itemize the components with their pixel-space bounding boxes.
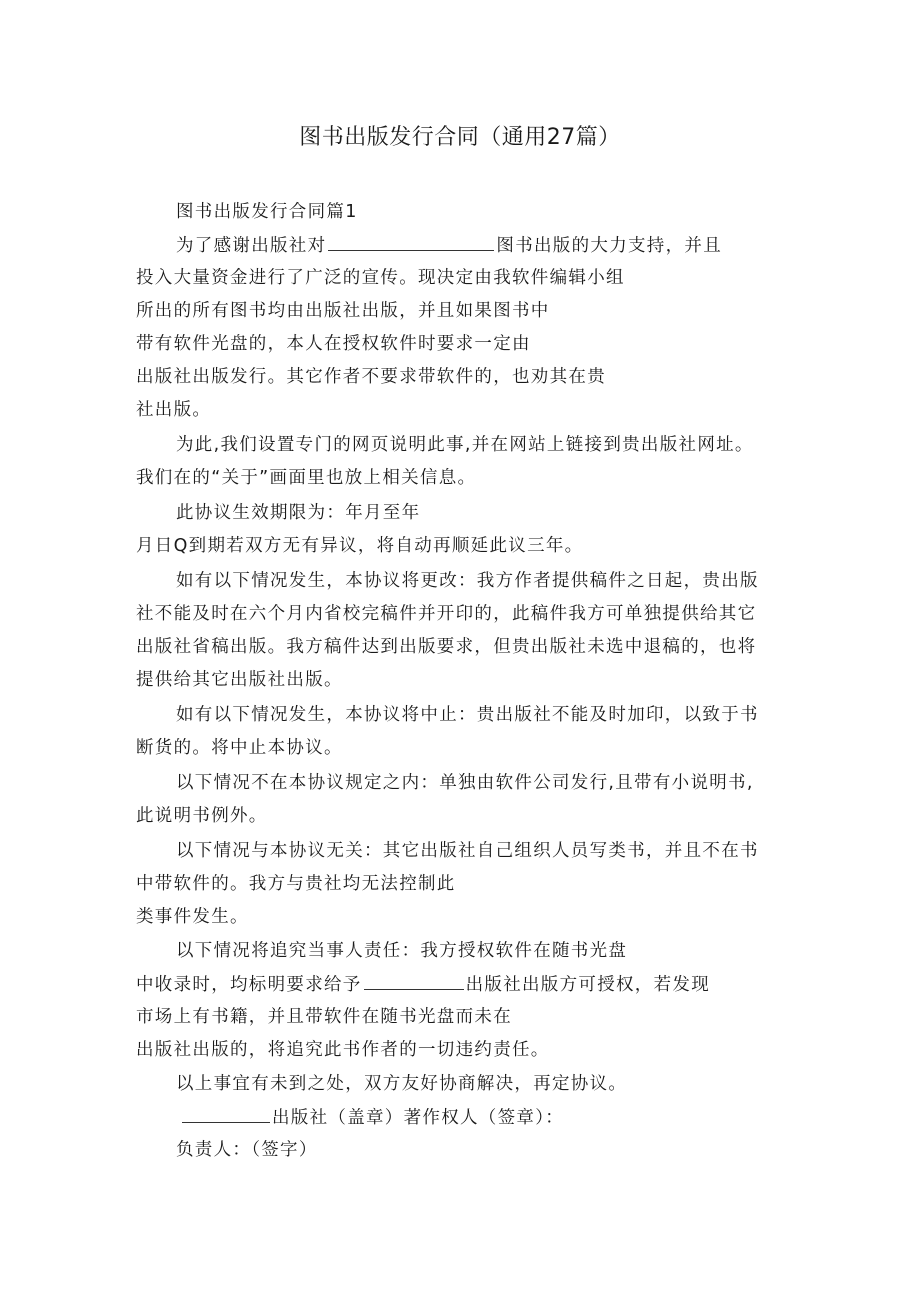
signature-line-2: 负责人：（签字） xyxy=(176,1140,318,1160)
section-heading: 图书出版发行合同篇1 xyxy=(176,202,358,222)
paragraph-4-line-1: 如有以下情况发生，本协议将更改：我方作者提供稿件之日起，贵出版 xyxy=(176,571,759,591)
paragraph-2-line-1: 为此,我们设置专门的网页说明此事,并在网站上链接到贵出版社网址。 xyxy=(176,435,754,455)
paragraph-6-line-2: 此说明书例外。 xyxy=(136,806,268,826)
paragraph-3-line-1: 此协议生效期限为：年月至年 xyxy=(176,503,421,523)
paragraph-6-line-1: 以下情况不在本协议规定之内：单独由软件公司发行,且带有小说明书, xyxy=(176,773,754,793)
paragraph-1-line-6: 社出版。 xyxy=(136,400,212,420)
paragraph-5-line-2: 断货的。将中止本协议。 xyxy=(136,738,343,758)
paragraph-2-line-2: 我们在的“关于”画面里也放上相关信息。 xyxy=(136,468,477,488)
fill-in-blank xyxy=(328,232,494,251)
text-segment: 图书出版的大力支持，并且 xyxy=(496,236,723,256)
paragraph-8-line-4: 出版社出版的，将追究此书作者的一切违约责任。 xyxy=(136,1040,550,1060)
paragraph-1-line-5: 出版社出版发行。其它作者不要求带软件的，也劝其在贵 xyxy=(136,367,606,387)
paragraph-1-line-2: 投入大量资金进行了广泛的宣传。现决定由我软件编辑小组 xyxy=(136,268,625,288)
paragraph-8-line-3: 市场上有书籍，并且带软件在随书光盘而未在 xyxy=(136,1007,512,1027)
paragraph-3-line-2: 月日Q到期若双方无有异议，将自动再顺延此议三年。 xyxy=(136,536,584,556)
document-title: 图书出版发行合同（通用27篇） xyxy=(299,125,621,150)
text-segment: 中收录时，均标明要求给予 xyxy=(136,975,362,995)
fill-in-blank xyxy=(182,1104,270,1123)
paragraph-9-line-1: 以上事宜有未到之处，双方友好协商解决，再定协议。 xyxy=(176,1074,628,1094)
paragraph-8-line-2 xyxy=(136,971,710,998)
paragraph-7-line-2: 中带软件的。我方与贵社均无法控制此 xyxy=(136,874,456,894)
fill-in-blank xyxy=(364,971,464,990)
paragraph-1-line-1 xyxy=(176,232,722,259)
signature-line-1 xyxy=(176,1104,564,1131)
text-segment: 出版社（盖章）著作权人（签章）： xyxy=(272,1108,565,1128)
paragraph-4-line-3: 出版社省稿出版。我方稿件达到出版要求，但贵出版社未选中退稿的，也将 xyxy=(136,637,757,657)
text-segment: 为了感谢出版社对 xyxy=(176,236,327,256)
paragraph-1-line-4: 带有软件光盘的，本人在授权软件时要求一定由 xyxy=(136,334,531,354)
paragraph-5-line-1: 如有以下情况发生，本协议将中止：贵出版社不能及时加印，以致于书 xyxy=(176,705,759,725)
paragraph-4-line-4: 提供给其它出版社出版。 xyxy=(136,670,343,690)
text-segment: 出版社出版方可授权，若发现 xyxy=(465,975,711,995)
paragraph-7-line-1: 以下情况与本协议无关：其它出版社自己组织人员写类书，并且不在书 xyxy=(176,841,759,861)
paragraph-4-line-2: 社不能及时在六个月内省校完稿件并开印的，此稿件我方可单独提供给其它 xyxy=(136,604,757,624)
paragraph-8-line-1: 以下情况将追究当事人责任：我方授权软件在随书光盘 xyxy=(176,941,628,961)
paragraph-1-line-3: 所出的所有图书均由出版社出版，并且如果图书中 xyxy=(136,301,550,321)
paragraph-7-line-3: 类事件发生。 xyxy=(136,907,249,927)
